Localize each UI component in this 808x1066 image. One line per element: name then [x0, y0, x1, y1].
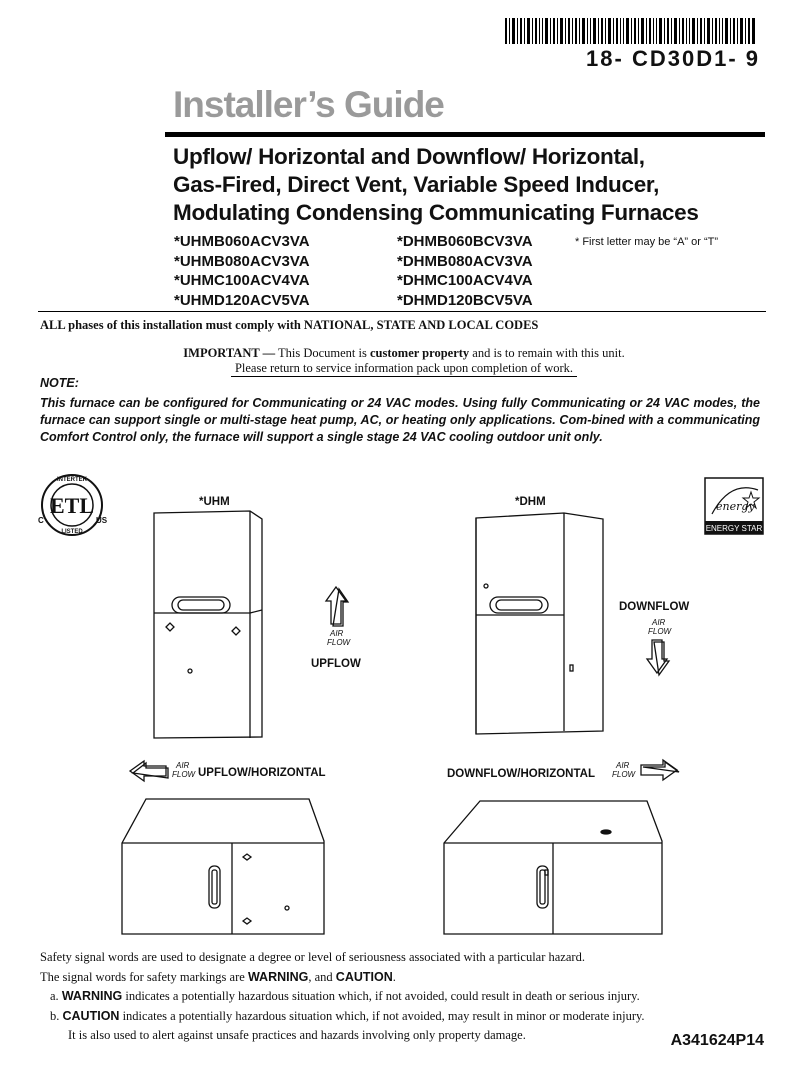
- subtitle-line: Modulating Condensing Communicating Furnaces: [173, 200, 699, 225]
- downflow-horizontal-label: DOWNFLOW/HORIZONTAL: [447, 768, 595, 780]
- airflow-label: AIR: [616, 761, 630, 770]
- warning-word: WARNING: [247, 969, 309, 984]
- compliance-statement: ALL phases of this installation must comply with NATIONAL, STATE AND LOCAL CODES: [40, 318, 539, 332]
- airflow-label: FLOW: [327, 638, 351, 647]
- etl-us: US: [96, 516, 108, 525]
- important-label: IMPORTANT —: [183, 346, 276, 360]
- safety-item-caution: b. CAUTION indicates a potentially hazardous situation which, if not avoided, may result in minor or moderate injury.: [50, 1008, 645, 1023]
- document-number: 18- CD30D1- 9: [586, 46, 760, 71]
- model-number: *DHMD120BCV5VA: [397, 291, 533, 309]
- airflow-label: FLOW: [648, 627, 672, 636]
- airflow-label: FLOW: [172, 770, 196, 779]
- upflow-horizontal-furnace: [122, 799, 324, 934]
- etl-c: C: [38, 516, 44, 525]
- uhm-label: *UHM: [199, 496, 230, 508]
- etl-bottom: LISTED: [61, 529, 83, 535]
- note-body: This furnace can be configured for Communicating or 24 VAC modes. Using fully Communicating or 24 VAC modes, the furnace can support single or multi-stage heat pump, AC, or heating only applications. Com-bined with a communicating Comfort Control only, the furnace will support a single stage 24 VAC cooling outdoor unit only.: [40, 396, 760, 444]
- subtitle-line: Upflow/ Horizontal and Downflow/ Horizontal,: [173, 144, 645, 169]
- airflow-label: AIR: [652, 618, 666, 627]
- downflow-horizontal-arrow: [641, 760, 679, 780]
- safety-intro: Safety signal words are used to designate a degree or level of seriousness associated with a particular hazard.: [40, 950, 585, 964]
- model-number: *DHMC100ACV4VA: [397, 272, 533, 289]
- downflow-furnace: [476, 513, 603, 734]
- safety-section: [40, 948, 645, 1046]
- model-number: *UHMC100ACV4VA: [174, 272, 310, 289]
- important-line2: Please return to service information pack upon completion of work.: [231, 361, 577, 377]
- footer-code: A341624P14: [670, 1032, 764, 1049]
- energy-star-label: ENERGY STAR: [705, 524, 763, 533]
- important-notice: IMPORTANT — This Document is customer property and is to remain with this unit. Please return to service information pack upon completion of work.: [183, 346, 625, 375]
- safety-signal-words: The signal words for safety markings are WARNING, and CAUTION.: [40, 969, 396, 984]
- downflow-horizontal-furnace: [444, 801, 662, 934]
- downflow-label: DOWNFLOW: [619, 601, 690, 613]
- energy-script: energy: [716, 500, 755, 513]
- model-number: *UHMB080ACV3VA: [174, 252, 310, 270]
- model-number: *UHMB060ACV3VA: [174, 233, 310, 250]
- etl-top: INTERTEK: [57, 477, 87, 483]
- etl-listed-logo: [38, 475, 108, 535]
- downflow-arrow: [647, 640, 669, 675]
- airflow-label: AIR: [330, 629, 344, 638]
- upflow-horizontal-arrow: [130, 761, 168, 781]
- safety-item-caution-cont: It is also used to alert against unsafe practices and hazards involving only property damage.: [68, 1028, 526, 1042]
- model-number: *DHMB080ACV3VA: [397, 252, 533, 270]
- safety-item-warning: a. WARNING indicates a potentially hazardous situation which, if not avoided, could result in death or serious injury.: [50, 989, 640, 1003]
- etl-mark: ETL: [49, 493, 95, 518]
- caution-word: CAUTION: [335, 969, 393, 984]
- note-heading: NOTE:: [40, 376, 79, 390]
- airflow-label: FLOW: [612, 770, 636, 779]
- dhm-label: *DHM: [515, 496, 546, 508]
- model-footnote: * First letter may be “A” or “T”: [575, 236, 719, 248]
- upflow-furnace: [154, 511, 262, 738]
- model-number: *UHMD120ACV5VA: [174, 291, 310, 309]
- energy-star-logo: [705, 478, 763, 534]
- subtitle-line: Gas-Fired, Direct Vent, Variable Speed Inducer,: [173, 172, 660, 197]
- upflow-horizontal-label: UPFLOW/HORIZONTAL: [198, 767, 326, 779]
- upflow-label: UPFLOW: [311, 658, 361, 670]
- model-number: *DHMB060BCV3VA: [397, 233, 533, 250]
- page-title: Installer’s Guide: [173, 84, 444, 125]
- airflow-label: AIR: [176, 761, 190, 770]
- upflow-arrow: [326, 587, 348, 626]
